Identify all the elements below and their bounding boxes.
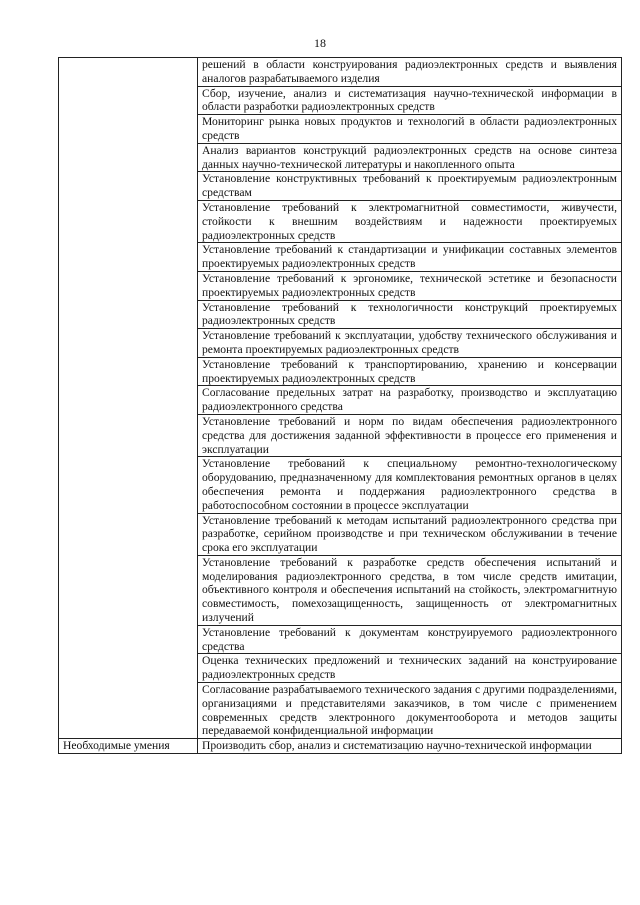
table-label-cell-empty <box>59 143 198 172</box>
table-cell <box>198 200 622 242</box>
table-label-cell-empty <box>59 329 198 358</box>
table-cell <box>198 172 622 201</box>
table-label-cell-empty <box>59 683 198 739</box>
table-label-cell-empty <box>59 58 198 87</box>
table-cell <box>198 654 622 683</box>
table-row <box>59 200 622 242</box>
table-cell-text: Оценка технических предложений и технических заданий на конструирование радиоэлектронных средств <box>202 654 617 682</box>
table-cell <box>198 86 622 115</box>
table-cell-text: Установление требований к разработке средств обеспечения испытаний и моделирования радиоэлектронного средства, в том числе средств имитации, объективного контроля и обеспечения испытаний на стойкость, электромагнитную совместимость, помехозащищенность, защищенность от электромагнитных излучений <box>202 555 617 625</box>
table-cell-text: Установление требований к методам испытаний радиоэлектронного средства при разработке, серийном производстве и при техническом обслуживании в течение срока его эксплуатации <box>202 513 617 555</box>
table-label-cell-empty <box>59 625 198 654</box>
table-cell <box>198 513 622 555</box>
table-cell <box>198 243 622 272</box>
table-cell-text: Сбор, изучение, анализ и систематизация научно-технической информации в области разработки радиоэлектронных средств <box>202 86 617 114</box>
table-row <box>59 414 622 456</box>
table-row <box>59 86 622 115</box>
table-row-skills <box>59 739 622 754</box>
table-cell-text: Установление требований к специальному ремонтно-технологическому оборудованию, предназначенному для комплектования ремонтных органов в целях обеспечения ремонта и поддержания радиоэлектронного средства в работоспособном состоянии в процессе эксплуатации <box>202 457 617 512</box>
table-row <box>59 555 622 625</box>
table-row <box>59 654 622 683</box>
table-cell <box>198 143 622 172</box>
table-cell <box>198 414 622 456</box>
table-label-cell-empty <box>59 357 198 386</box>
table-label-cell-empty <box>59 172 198 201</box>
table-row <box>59 357 622 386</box>
table-row <box>59 271 622 300</box>
table-cell-text: Установление требований к электромагнитной совместимости, живучести, стойкости к внешним воздействиям и надежности проектируемых радиоэлектронных средств <box>202 200 617 242</box>
table-row <box>59 172 622 201</box>
table-cell <box>198 739 622 754</box>
table-label-cell-empty <box>59 271 198 300</box>
table-row <box>59 625 622 654</box>
table-cell-text: Мониторинг рынка новых продуктов и технологий в области радиоэлектронных средств <box>202 115 617 142</box>
table-cell-text: решений в области конструирования радиоэлектронных средств и выявления аналогов разрабатываемого изделия <box>202 58 617 85</box>
table-cell <box>198 386 622 415</box>
table-cell <box>198 357 622 386</box>
table-row <box>59 143 622 172</box>
table-cell-text: Установление требований к эксплуатации, удобству технического обслуживания и ремонта проектируемых радиоэлектронных средств <box>202 329 617 356</box>
table-cell <box>198 329 622 358</box>
table-row <box>59 457 622 513</box>
table-cell <box>198 115 622 144</box>
table-cell-text: Установление требований к транспортированию, хранению и консервации проектируемых радиоэлектронных средств <box>202 357 617 385</box>
table-label-cell-empty <box>59 200 198 242</box>
table-label-cell-empty <box>59 243 198 272</box>
table-cell-text: Установление требований к эргономике, технической эстетике и безопасности проектируемых радиоэлектронных средств <box>202 271 617 299</box>
table-row <box>59 329 622 358</box>
table-row <box>59 683 622 739</box>
table-row <box>59 58 622 87</box>
table-label-cell-empty <box>59 457 198 513</box>
table-row <box>59 386 622 415</box>
table-cell <box>198 58 622 87</box>
table-row <box>59 513 622 555</box>
table-label-cell-empty <box>59 654 198 683</box>
table-cell-text: Анализ вариантов конструкций радиоэлектронных средств на основе синтеза данных научно-технической литературы и накопленного опыта <box>202 143 617 171</box>
table-cell-text: Производить сбор, анализ и систематизацию научно-технической информации <box>202 739 592 753</box>
table-row <box>59 300 622 329</box>
table-row <box>59 115 622 144</box>
table-label-cell-empty <box>59 86 198 115</box>
table-cell-text: Установление требований и норм по видам обеспечения радиоэлектронного средства для достижения заданной эффективности в процессе его применения и эксплуатации <box>202 414 617 456</box>
table-row <box>59 243 622 272</box>
table-label-cell-empty <box>59 300 198 329</box>
table-cell <box>198 300 622 329</box>
table-cell <box>198 683 622 739</box>
labor-actions-table <box>58 57 622 754</box>
table-cell-text: Установление требований к технологичности конструкций проектируемых радиоэлектронных средств <box>202 300 617 328</box>
table-cell <box>198 625 622 654</box>
table-cell <box>198 271 622 300</box>
table-cell-text: Установление требований к документам конструируемого радиоэлектронного средства <box>202 625 617 653</box>
skills-label: Необходимые умения <box>63 739 170 753</box>
table-label-cell-empty <box>59 115 198 144</box>
skills-label-cell <box>59 739 198 754</box>
page-number: 18 <box>314 36 326 50</box>
table-cell-text: Согласование предельных затрат на разработку, производство и эксплуатацию радиоэлектронного средства <box>202 386 617 414</box>
table-label-cell-empty <box>59 513 198 555</box>
table-cell-text: Согласование разрабатываемого технического задания с другими подразделениями, организациями и представителями заказчиков, в том числе с применением современных средств электронного документооборота и методов защиты передаваемой конфиденциальной информации <box>202 683 617 738</box>
table-label-cell-empty <box>59 386 198 415</box>
table-cell-text: Установление требований к стандартизации и унификации составных элементов проектируемых радиоэлектронных средств <box>202 243 617 271</box>
table-label-cell-empty <box>59 414 198 456</box>
table-cell-text: Установление конструктивных требований к проектируемым радиоэлектронным средствам <box>202 172 617 200</box>
table-cell <box>198 457 622 513</box>
table-label-cell-empty <box>59 555 198 625</box>
table-cell <box>198 555 622 625</box>
